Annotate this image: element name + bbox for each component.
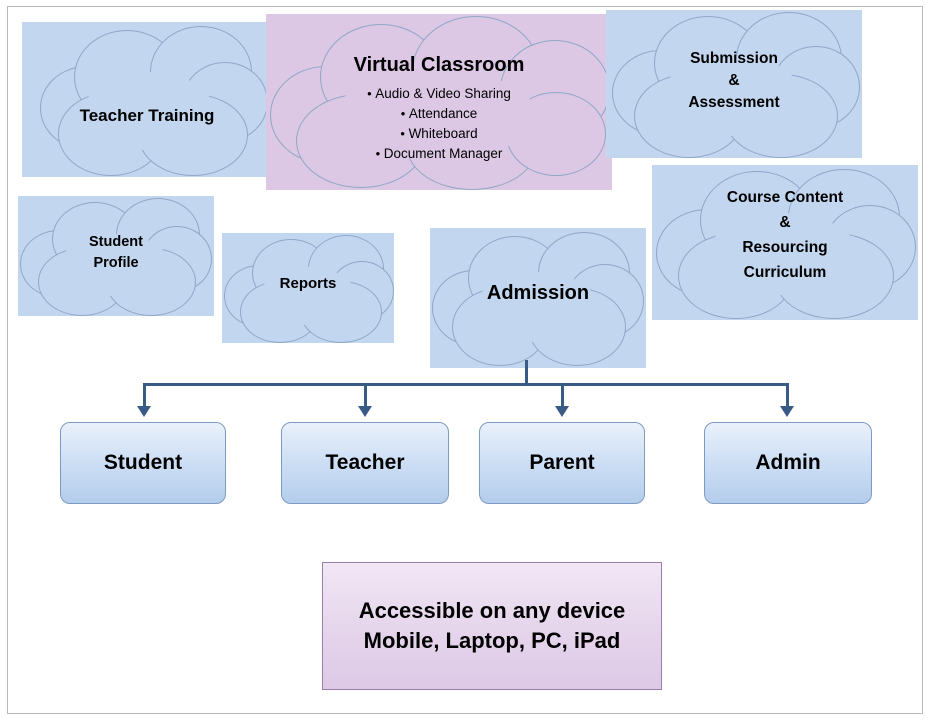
- cloud-virtual-classroom-label: Virtual Classroom: [353, 54, 525, 76]
- cloud-admission-label: Admission: [486, 282, 590, 304]
- device-note-line1: Accessible on any device: [358, 598, 626, 623]
- connector-trunk-vertical: [525, 360, 528, 384]
- cloud-item: • Document Manager: [375, 146, 503, 161]
- connector-drop-student: [143, 383, 146, 408]
- cloud-admission[interactable]: [430, 228, 646, 368]
- cloud-item: • Whiteboard: [400, 126, 478, 141]
- connector-bus-horizontal: [143, 383, 788, 386]
- arrowhead-admin: [780, 406, 794, 417]
- role-box-admin[interactable]: [704, 422, 872, 504]
- role-label: Parent: [529, 451, 595, 474]
- cloud-student-profile-label: Student Profile: [89, 234, 143, 271]
- role-label: Teacher: [325, 451, 405, 474]
- cloud-virtual-classroom[interactable]: [266, 14, 612, 190]
- cloud-teacher-training-label: Teacher Training: [79, 106, 215, 125]
- cloud-reports-label: Reports: [279, 275, 337, 292]
- role-box-teacher[interactable]: [281, 422, 449, 504]
- cloud-submission-assessment-label: Submission & Assessment: [688, 50, 780, 111]
- cloud-reports[interactable]: [222, 233, 394, 343]
- cloud-teacher-training[interactable]: [22, 22, 272, 177]
- role-box-parent[interactable]: [479, 422, 645, 504]
- cloud-course-content[interactable]: [652, 165, 918, 320]
- device-note-line2: Mobile, Laptop, PC, iPad: [363, 628, 621, 653]
- cloud-item: • Audio & Video Sharing: [367, 86, 511, 101]
- cloud-virtual-classroom-items: [266, 84, 612, 164]
- connector-drop-parent: [561, 383, 564, 408]
- device-note-box: [322, 562, 662, 690]
- cloud-submission-assessment[interactable]: [606, 10, 862, 158]
- arrowhead-parent: [555, 406, 569, 417]
- role-box-student[interactable]: [60, 422, 226, 504]
- cloud-student-profile[interactable]: [18, 196, 214, 316]
- role-label: Admin: [755, 451, 821, 474]
- connector-drop-admin: [786, 383, 789, 408]
- arrowhead-teacher: [358, 406, 372, 417]
- arrowhead-student: [137, 406, 151, 417]
- role-label: Student: [103, 451, 183, 474]
- connector-drop-teacher: [364, 383, 367, 408]
- cloud-course-content-label: Course Content & Resourcing Curriculum: [726, 189, 844, 281]
- cloud-item: • Attendance: [400, 106, 478, 121]
